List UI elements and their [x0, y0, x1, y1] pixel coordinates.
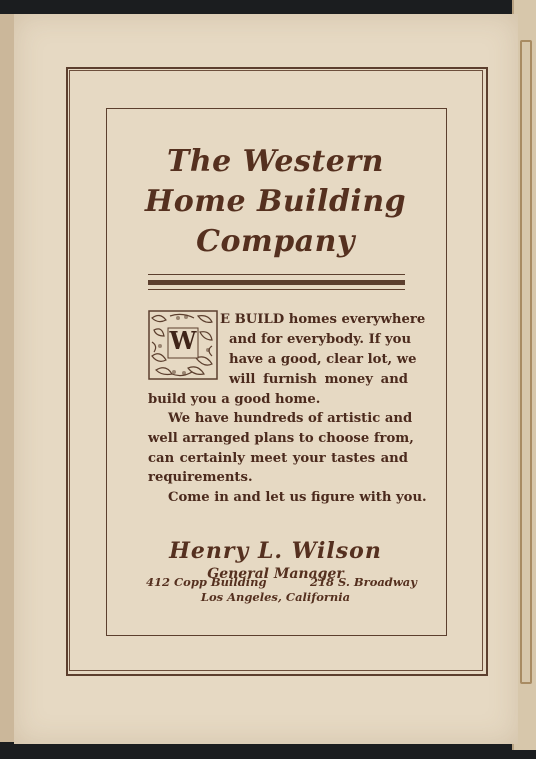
- paragraph-1-line-3: have a good, clear lot, we: [229, 352, 417, 367]
- city-line: Los Angeles, California: [200, 590, 351, 604]
- signatory-name: Henry L. Wilson: [169, 538, 382, 564]
- adjacent-page-border: [520, 40, 532, 684]
- paragraph-1-line-2: and for everybody. If you: [229, 332, 412, 347]
- paragraph-1-line-1: E BUILD homes everywhere: [220, 312, 426, 327]
- paragraph-1-line-4: will furnish money and: [229, 372, 408, 387]
- paragraph-2-line-2: well arranged plans to choose from,: [148, 431, 414, 446]
- company-name-line1: The Western: [167, 144, 384, 179]
- paragraph-2-line-3: can certainly meet your tastes and: [148, 451, 408, 466]
- address-left: 412 Copp Building: [146, 575, 267, 589]
- address-right: 218 S. Broadway: [310, 575, 417, 589]
- drop-cap-letter: W: [169, 326, 197, 355]
- divider-rule-thick: [148, 280, 405, 285]
- scanned-page: [14, 14, 518, 744]
- paragraph-2-line-4: requirements.: [148, 470, 253, 485]
- divider-rule-top: [148, 274, 405, 275]
- paragraph-3-line-1: Come in and let us figure with you.: [168, 490, 427, 505]
- company-name-line3: Company: [196, 224, 355, 259]
- paragraph-2-line-1: We have hundreds of artistic and: [168, 411, 413, 426]
- divider-rule-bottom: [148, 289, 405, 290]
- company-name: [106, 142, 445, 262]
- paragraph-1-line-5: build you a good home.: [148, 392, 321, 407]
- signatory-title: General Manager: [207, 566, 344, 582]
- company-name-line2: Home Building: [144, 184, 407, 219]
